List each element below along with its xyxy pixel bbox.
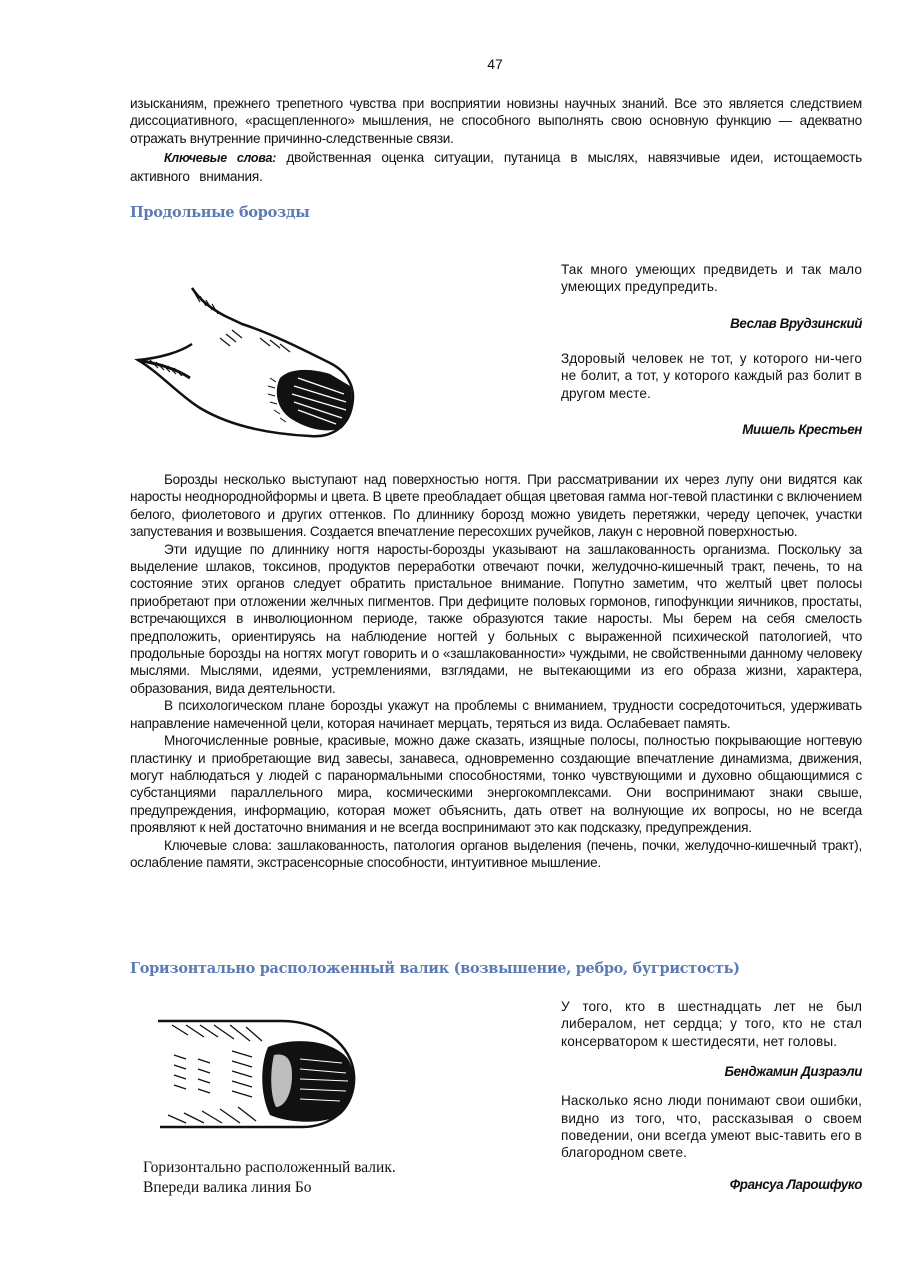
quote-author: Бенджамин Дизраэли <box>724 1064 862 1080</box>
nail-horizontal-ridge-illustration <box>152 1015 362 1135</box>
body-paragraph: Борозды несколько выступают над поверхностью ногтя. При рассматривании их через лупу они видятся как наросты неоднороднойформы и цвета. В цвете преобладает общая цветовая гамма ног-тевой пластинки с включением белого, фиолетового и других оттенков. По длиннику борозд можно увидеть перетяжки, череду цепочек, участки запустевания и возвышения. Создается впечатление пересохших ручейков, лакун с неровной поверхностью. <box>130 472 862 540</box>
page-number: 47 <box>487 56 503 72</box>
quote-text: У того, кто в шестнадцать лет не был либералом, нет сердца; у того, кто не стал консерватором к шестидесяти, нет головы. <box>561 999 862 1049</box>
intro-block <box>130 95 862 185</box>
section-heading-longitudinal-furrows: Продольные борозды <box>130 204 310 221</box>
body-paragraph: Многочисленные ровные, красивые, можно даже сказать, изящные полосы, полностью покрывающие ногтевую пластинку и приобретающие вид завесы, занавеса, одновременно создающие впечатление динамизма, движения, могут наблюдаться у людей с паранормальными способностями, тонко чувствующими и духовно общающимися с субстанциями параллельного мира, космическими энергокомплексами. Они воспринимают знаки свыше, предупреждения, информацию, которая может объяснить, дать ответ на волнующие их вопросы, но не всегда проявляют к ней достаточно внимания и не всегда воспринимают это как подсказку, предупреждения. <box>130 733 862 836</box>
quote-author: Мишель Крестьен <box>742 422 862 438</box>
intro-paragraph: изысканиям, прежнего трепетного чувства при восприятии новизны научных знаний. Все это является следствием диссоциативного, «расщепленного» мышления, не способного выполнять свою основную функцию — адекватно отражать внутренние причинно-следственные связи. <box>130 96 862 146</box>
quote-text: Насколько ясно люди понимают свои ошибки, видно из того, что, рассказывая о своем поведении, они всегда умеют выс-тавить его в благородном свете. <box>561 1093 862 1161</box>
quote-author: Веслав Врудзинский <box>730 315 862 331</box>
body-paragraph: В психологическом плане борозды укажут на проблемы с вниманием, трудности сосредоточиться, удерживать направление намеченной цели, которая начинает мерцать, теряться из вида. Ослабевает память. <box>130 698 862 731</box>
finger-nail-ridge-drawing-icon <box>152 1015 362 1135</box>
keywords-label: Ключевые слова: <box>164 151 277 166</box>
caption-line-2: Впереди валика линия Бо <box>143 1179 312 1196</box>
intro-keywords <box>130 149 862 185</box>
figure-caption <box>143 1158 396 1198</box>
quote-text: Здоровый человек не тот, у которого ни-чего не болит, а тот, у которого каждый раз болит в другом месте. <box>561 350 862 401</box>
epigraph-column-1 <box>561 261 862 437</box>
finger-nail-drawing-icon <box>130 278 370 448</box>
keywords-paragraph: Ключевые слова: зашлакованность, патология органов выделения (печень, почки, желудочно-кишечный тракт), ослабление памяти, экстрасенсорные способности, интуитивное мышление. <box>130 837 862 870</box>
section-heading-horizontal-ridge: Горизонтально расположенный валик (возвышение, ребро, бугристость) <box>130 960 740 977</box>
quote-author: Франсуа Ларошфуко <box>729 1176 862 1192</box>
keywords-text: двойственная оценка ситуации, путаница в мыслях, навязчивые идеи, истощаемость активного внимания. <box>130 150 862 184</box>
caption-line-1: Горизонтально расположенный валик. <box>143 1159 396 1176</box>
quote-text: Так много умеющих предвидеть и так мало умеющих предупредить. <box>561 262 862 295</box>
section1-body <box>130 471 862 871</box>
body-paragraph: Эти идущие по длиннику ногтя наросты-борозды указывают на зашлакованность организма. Поскольку за выделение шлаков, токсинов, продуктов переработки отвечают почки, желудочно-кишечный тракт, печень, то на состояние этих органов следует обратить пристальное внимание. Попутно заметим, что желтый цвет полосы приобретают при отложении желчных пигментов. При дефиците половых гормонов, гипофункции яичников, простаты, встречающихся в инволюционном периоде, также образуются такие наросты. Мы берем на себя смелость предположить, ориентируясь на наблюдение ногтей у больных с выраженной психической патологией, что продольные борозды на ногтях могут говорить и о «зашлакованности» чуждыми, не свойственными данному человеку мыслями. Мыслями, идеями, устремлениями, взглядами, не вытекающими из его образа жизни, характера, образования, вида деятельности. <box>130 541 862 696</box>
epigraph-column-2 <box>561 998 862 1192</box>
nail-longitudinal-furrows-illustration <box>130 278 370 448</box>
